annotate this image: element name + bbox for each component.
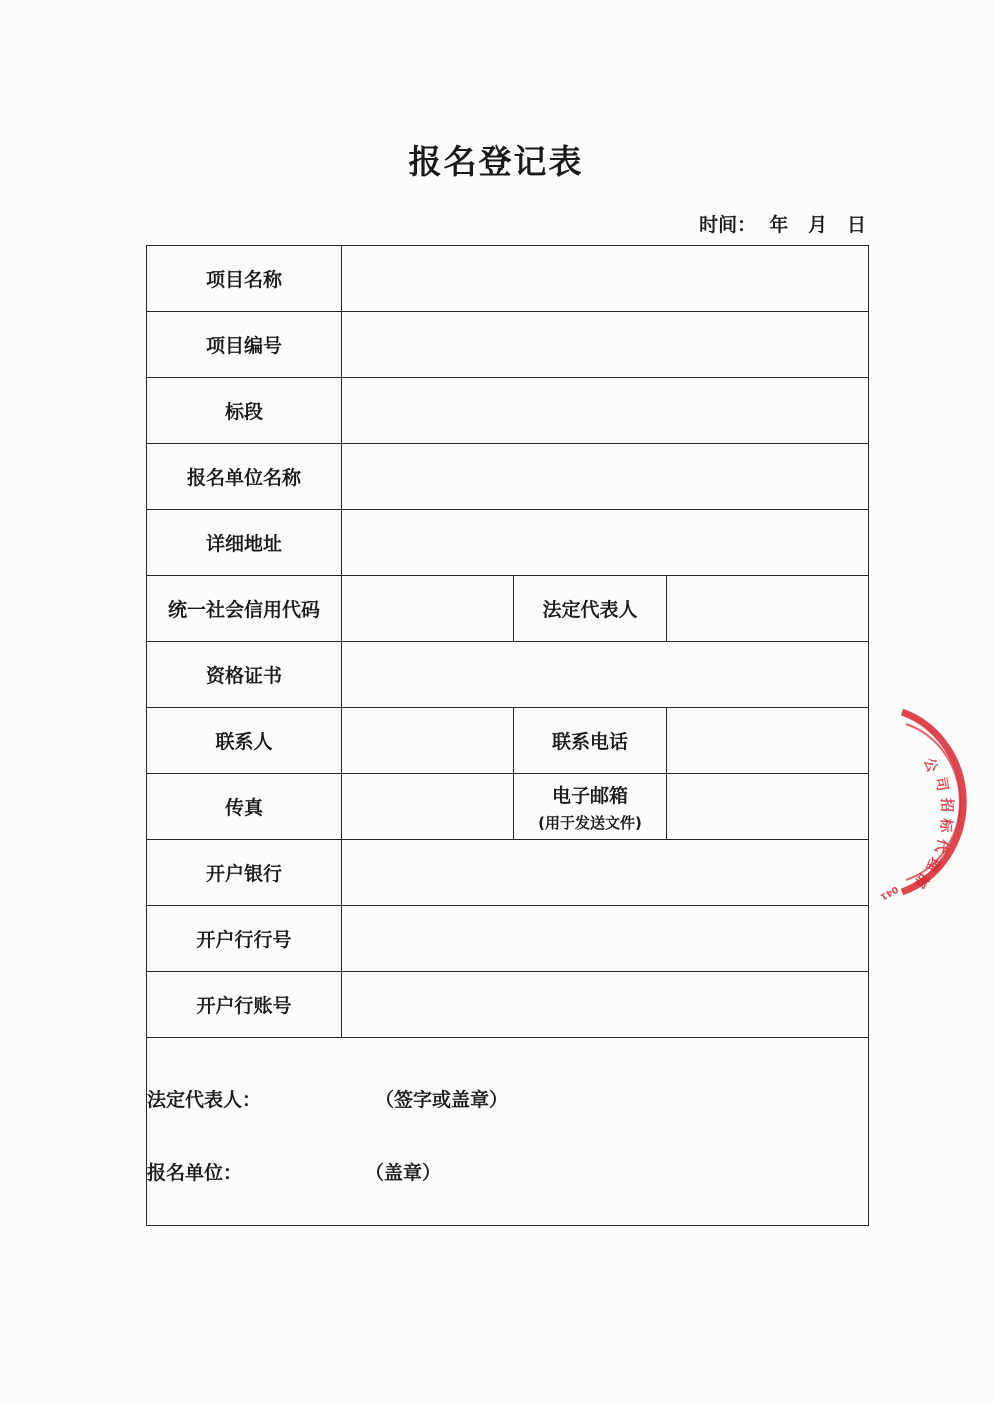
registrant-name-field[interactable] (342, 444, 869, 510)
address-label: 详细地址 (147, 510, 342, 576)
legal-rep-field[interactable] (667, 576, 869, 642)
contact-person-field[interactable] (342, 708, 514, 774)
svg-text:标: 标 (936, 817, 954, 833)
registration-table (146, 245, 869, 1226)
svg-text:代: 代 (931, 836, 951, 855)
fax-field[interactable] (342, 774, 514, 840)
contact-person-label: 联系人 (147, 708, 342, 774)
legal-rep-label: 法定代表人 (514, 576, 667, 642)
table-row (147, 774, 869, 840)
table-row (147, 576, 869, 642)
table-row (147, 840, 869, 906)
qualification-label: 资格证书 (147, 642, 342, 708)
fax-label: 传真 (147, 774, 342, 840)
contact-phone-label: 联系电话 (514, 708, 667, 774)
project-name-label: 项目名称 (147, 246, 342, 312)
legal-rep-signature-label: 法定代表人： (147, 1089, 262, 1111)
bank-code-field[interactable] (342, 906, 869, 972)
svg-text:招: 招 (938, 798, 954, 812)
section-label: 标段 (147, 378, 342, 444)
svg-text:部: 部 (910, 869, 932, 891)
project-number-field[interactable] (342, 312, 869, 378)
table-row (147, 972, 869, 1038)
contact-phone-field[interactable] (667, 708, 869, 774)
email-field[interactable] (667, 774, 869, 840)
document-title: 报名登记表 (408, 142, 584, 181)
bank-code-label: 开户行行号 (147, 906, 342, 972)
company-seal-stamp (878, 700, 994, 905)
unit-seal-note[interactable]: （盖章） (365, 1162, 442, 1184)
table-row (147, 444, 869, 510)
email-label: 电子邮箱 (551, 784, 628, 807)
svg-text:公: 公 (920, 755, 941, 775)
credit-code-label: 统一社会信用代码 (147, 576, 342, 642)
table-row (147, 378, 869, 444)
table-row (147, 906, 869, 972)
bank-account-field[interactable] (342, 972, 869, 1038)
table-row (147, 246, 869, 312)
address-field[interactable] (342, 510, 869, 576)
qualification-field[interactable] (342, 642, 869, 708)
registrant-name-label: 报名单位名称 (147, 444, 342, 510)
table-row (147, 642, 869, 708)
svg-text:理: 理 (922, 854, 943, 874)
bank-account-label: 开户行账号 (147, 972, 342, 1038)
table-row (147, 708, 869, 774)
svg-text:司: 司 (932, 775, 951, 793)
signature-cell (147, 1038, 869, 1226)
section-field[interactable] (342, 378, 869, 444)
project-number-label: 项目编号 (147, 312, 342, 378)
date-line: 时间： 年 月 日 (699, 214, 866, 236)
email-label-cell (514, 774, 667, 840)
unit-seal-label: 报名单位： (147, 1162, 243, 1184)
email-label-note: (用于发送文件) (538, 813, 642, 832)
signature-row (147, 1038, 869, 1226)
table-row (147, 510, 869, 576)
credit-code-field[interactable] (342, 576, 514, 642)
bank-field[interactable] (342, 840, 869, 906)
table-row (147, 312, 869, 378)
project-name-field[interactable] (342, 246, 869, 312)
svg-text:041: 041 (878, 883, 900, 902)
legal-rep-signature-note[interactable]: （签字或盖章） (375, 1089, 509, 1111)
bank-label: 开户银行 (147, 840, 342, 906)
